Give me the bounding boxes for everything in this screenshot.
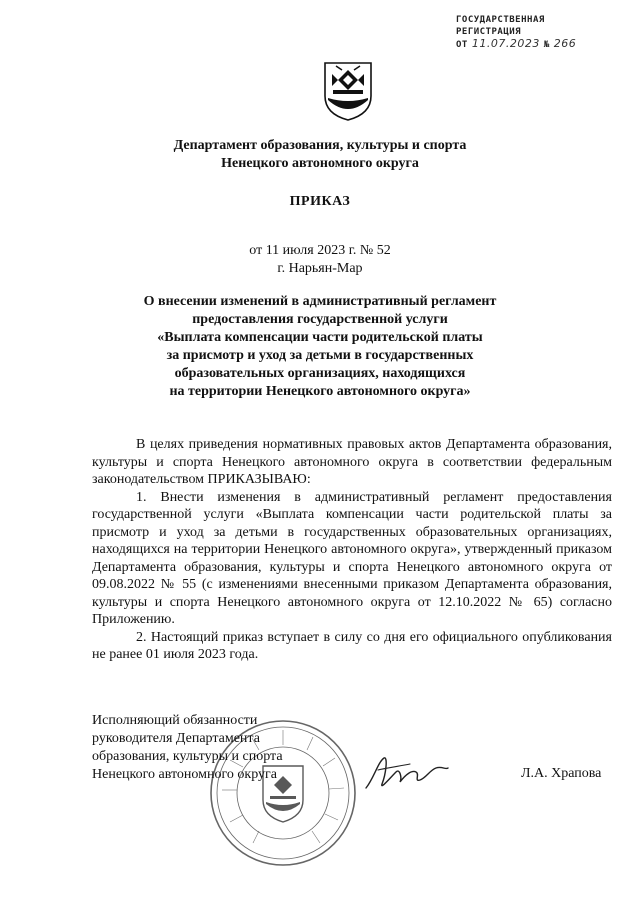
document-title (0, 293, 640, 401)
title-line: за присмотр и уход за детьми в государственных (166, 348, 474, 363)
coat-of-arms-icon (322, 60, 374, 122)
signatory-position (92, 712, 283, 784)
registration-stamp-line2: РЕГИСТРАЦИЯ (456, 27, 522, 37)
registration-stamp (456, 14, 576, 51)
title-line: О внесении изменений в административный регламент (143, 294, 497, 309)
registration-number: 266 (553, 37, 577, 50)
title-line: предоставления государственной услуги (192, 312, 448, 327)
signatory-name: Л.А. Храпова (521, 766, 602, 781)
intro-paragraph: В целях приведения нормативных правовых актов Департамента образования, культуры и спорта Ненецкого автономного округа в соответствии федеральным законодательством ПРИКАЗЫВАЮ: (92, 437, 612, 487)
registration-date: 11.07.2023 (471, 37, 540, 50)
registration-from-label: ОТ (456, 40, 468, 50)
date-number-block (0, 242, 640, 278)
item-1-paragraph: 1. Внести изменения в административный регламент предоставления государственной услуги «Выплата компенсации части родительской платы за присмотр и уход за детьми в государственных образовательных организациях, находящихся на территории Ненецкого автономного округа», утвержденный приказом Департамента образования, культуры и спорта Ненецкого автономного округа от 09.08.2022 № 55 (с изменениями внесенными приказом Департамента образования, культуры и спорта Ненецкого автономного округа от 12.10.2022 № 65) согласно Приложению. (92, 489, 612, 627)
city: г. Нарьян-Мар (277, 261, 363, 276)
title-line: образовательных организациях, находящихся (174, 366, 466, 381)
position-line: образования, культуры и спорта (92, 749, 283, 764)
document-type: ПРИКАЗ (289, 194, 351, 209)
position-line: Ненецкого автономного округа (92, 767, 277, 782)
position-line: руководителя Департамента (92, 731, 260, 746)
department-line2: Ненецкого автономного округа (221, 156, 419, 171)
title-line: «Выплата компенсации части родительской платы (157, 330, 483, 345)
date-number: от 11 июля 2023 г. № 52 (249, 243, 391, 258)
title-line: на территории Ненецкого автономного округа» (169, 384, 471, 399)
document-body (92, 436, 612, 664)
registration-number-label: № (543, 40, 550, 50)
position-line: Исполняющий обязанности (92, 713, 258, 728)
department-name (0, 137, 640, 173)
handwritten-signature-icon (360, 748, 452, 798)
registration-stamp-line1: ГОСУДАРСТВЕННАЯ (456, 15, 545, 25)
item-2-paragraph: 2. Настоящий приказ вступает в силу со дня его официального опубликования не ранее 01 июля 2023 года. (92, 629, 612, 662)
department-line1: Департамент образования, культуры и спорта (173, 138, 467, 153)
